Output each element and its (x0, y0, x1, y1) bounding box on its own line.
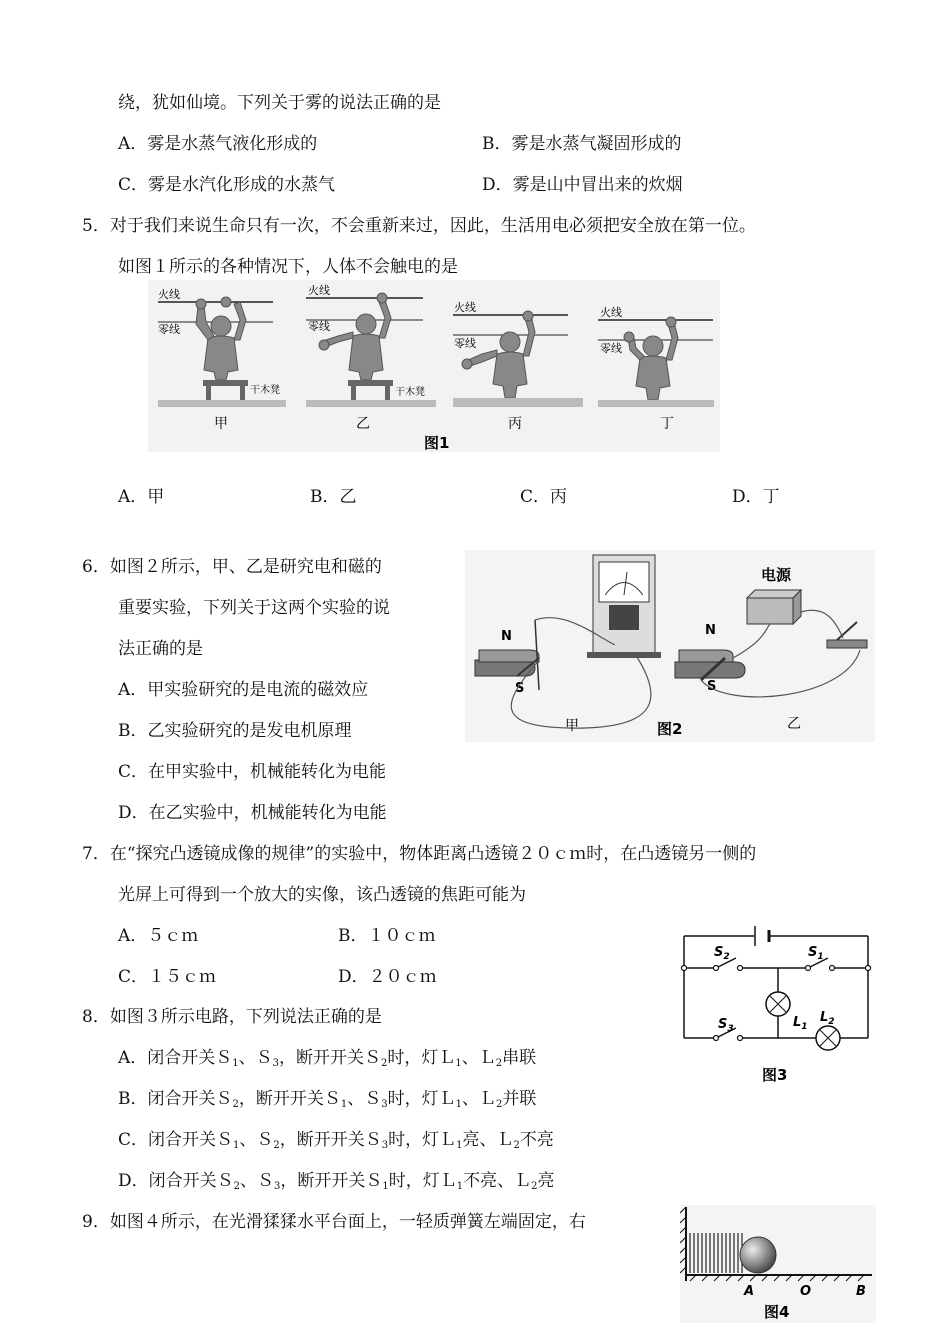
q4-continuation: 绕，犹如仙境。下列关于雾的说法正确的是 (118, 93, 441, 113)
yi-south-pole: S (707, 679, 717, 694)
jia-north-pole: N (501, 629, 512, 644)
figure-2 (465, 550, 875, 742)
lamp-l2-label: $L_2$ (820, 1010, 835, 1027)
switch-s3-label: $S_3$ (718, 1017, 734, 1034)
live-wire-label-3: 火线 (454, 301, 476, 314)
q7-option-b: B．１０ｃｍ (338, 926, 436, 946)
lamp-l1-label: $L_1$ (793, 1015, 808, 1032)
power-source-label: 电源 (761, 566, 792, 584)
q6-option-d: D．在乙实验中，机械能转化为电能 (118, 803, 387, 823)
q8-option-b: B．闭合开关Ｓ$_2$，断开开关Ｓ$_1$、Ｓ$_3$时，灯Ｌ$_1$、Ｌ$_2$并联 (118, 1089, 537, 1110)
yi-north-pole: N (705, 623, 716, 638)
q8-option-a: A．闭合开关Ｓ$_1$、Ｓ$_3$，断开开关Ｓ$_2$时，灯Ｌ$_1$、Ｌ$_2$串联 (118, 1048, 537, 1069)
live-wire-label-2: 火线 (308, 284, 330, 297)
experiment-jia-label: 甲 (565, 718, 579, 734)
figure-3-caption: 图3 (762, 1066, 788, 1084)
q6-stem-line3: 法正确的是 (118, 639, 203, 659)
q8-option-c: C．闭合开关Ｓ$_1$、Ｓ$_2$，断开开关Ｓ$_3$时，灯Ｌ$_1$亮、Ｌ$_2$不亮 (118, 1130, 554, 1151)
live-wire-label-4: 火线 (600, 306, 622, 319)
figure-1 (148, 280, 720, 452)
neutral-wire-label-2: 零线 (308, 320, 330, 333)
panel-label-yi: 乙 (356, 416, 370, 432)
switch-s1-label: $S_1$ (808, 945, 824, 962)
neutral-wire-label-4: 零线 (600, 342, 622, 355)
figure-4-caption: 图4 (764, 1303, 790, 1321)
q8-option-d: D．闭合开关Ｓ$_2$、Ｓ$_3$，断开开关Ｓ$_1$时，灯Ｌ$_1$不亮、Ｌ$_2$亮 (118, 1171, 555, 1192)
q4-option-a: A．雾是水蒸气液化形成的 (118, 134, 318, 154)
dry-stool-label-2: 干木凳 (395, 387, 425, 398)
q5-option-b: B．乙 (310, 487, 357, 507)
point-b-label: B (856, 1284, 866, 1299)
q9-stem-line1: 9．如图４所示，在光滑猱猱水平台面上，一轻质弹簧左端固定，右 (82, 1212, 586, 1232)
q5-stem-line1: 5．对于我们来说生命只有一次，不会重新来过，因此，生活用电必须把安全放在第一位。 (82, 216, 756, 236)
figure-1-caption: 图1 (424, 434, 450, 452)
q5-option-a: A．甲 (118, 487, 165, 507)
switch-s2-label: $S_2$ (714, 945, 730, 962)
q6-stem-line2: 重要实验，下列关于这两个实验的说 (118, 598, 390, 618)
neutral-wire-label: 零线 (158, 323, 180, 336)
q6-stem-line1: 6．如图２所示，甲、乙是研究电和磁的 (82, 557, 382, 577)
live-wire-label: 火线 (158, 288, 180, 301)
q5-option-c: C．丙 (520, 487, 568, 507)
q6-option-c: C．在甲实验中，机械能转化为电能 (118, 762, 387, 782)
q7-option-a: A．５ｃｍ (118, 926, 199, 946)
point-o-label: O (800, 1284, 812, 1299)
experiment-yi-label: 乙 (787, 716, 801, 732)
jia-south-pole: S (515, 681, 525, 696)
q6-option-b: B．乙实验研究的是发电机原理 (118, 721, 352, 741)
q7-stem-line2: 光屏上可得到一个放大的实像，该凸透镜的焦距可能为 (118, 885, 526, 905)
q8-stem: 8．如图３所示电路，下列说法正确的是 (82, 1007, 382, 1027)
panel-label-ding: 丁 (660, 416, 674, 432)
q7-stem-line1: 7．在“探究凸透镜成像的规律”的实验中，物体距离凸透镜２０ｃｍ时，在凸透镜另一侧的 (82, 844, 757, 864)
figure-3 (678, 920, 878, 1088)
neutral-wire-label-3: 零线 (454, 337, 476, 350)
q4-option-c: C．雾是水汽化形成的水蒸气 (118, 175, 336, 195)
point-a-label: A (744, 1284, 755, 1299)
figure-4 (680, 1205, 876, 1323)
q5-stem-line2: 如图１所示的各种情况下，人体不会触电的是 (118, 257, 458, 277)
q4-option-d: D．雾是山中冒出来的炊烟 (482, 175, 683, 195)
figure-2-caption: 图2 (657, 720, 683, 738)
panel-label-bing: 丙 (508, 416, 522, 432)
panel-label-jia: 甲 (214, 416, 228, 432)
q7-option-c: C．１５ｃｍ (118, 967, 217, 987)
q4-option-b: B．雾是水蒸气凝固形成的 (482, 134, 682, 154)
q6-option-a: A．甲实验研究的是电流的磁效应 (118, 680, 369, 700)
dry-stool-label-1: 干木凳 (250, 385, 280, 396)
q7-option-d: D．２０ｃｍ (338, 967, 437, 987)
q5-option-d: D．丁 (732, 487, 780, 507)
